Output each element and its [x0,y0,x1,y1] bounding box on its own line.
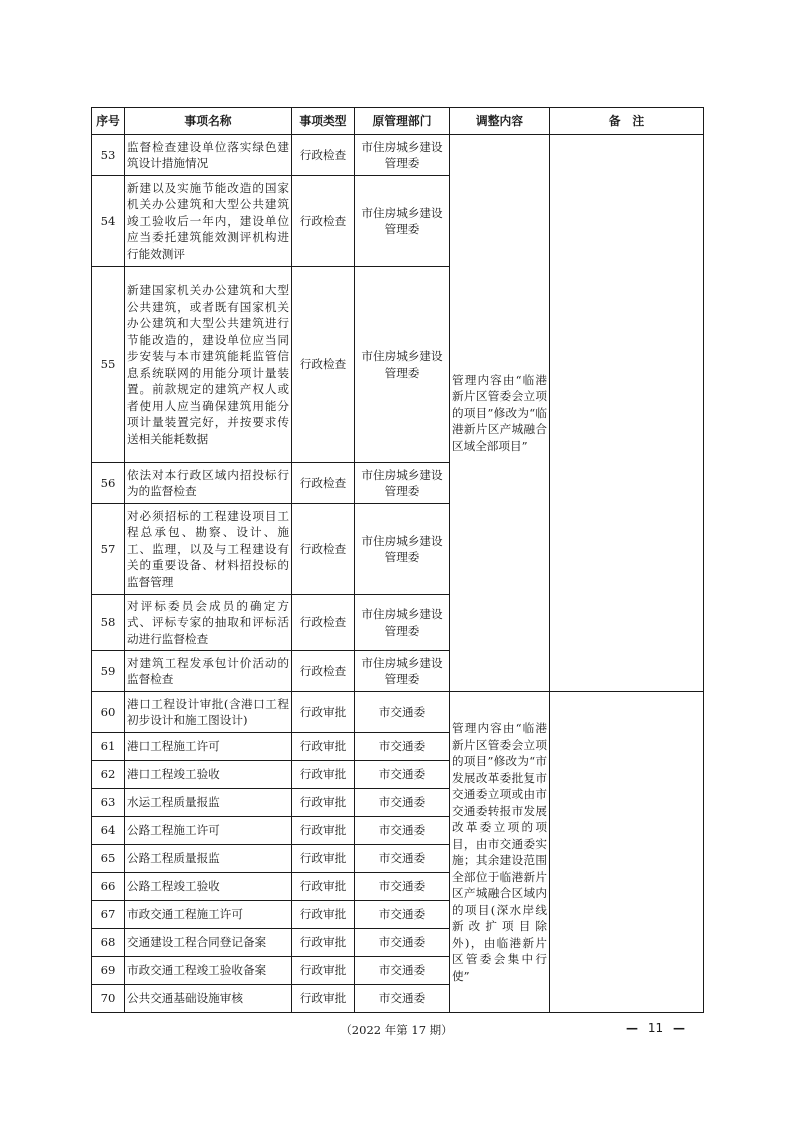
row-item-name: 公路工程竣工验收 [125,873,292,901]
row-dept: 市住房城乡建设管理委 [355,463,450,504]
row-item-name: 对必须招标的工程建设项目工程总承包、勘察、设计、施工、监理，以及与工程建设有关的重要设备、材料招投标的监督管理 [125,504,292,595]
row-dept: 市住房城乡建设管理委 [355,267,450,463]
row-index: 64 [92,817,125,845]
table-row [92,135,704,176]
row-index: 55 [92,267,125,463]
row-item-name: 对建筑工程发承包计价活动的监督检查 [125,651,292,692]
row-item-type: 行政审批 [292,985,355,1013]
remarks-cell-group-2 [550,692,704,1013]
row-item-type: 行政检查 [292,267,355,463]
table-row [92,692,704,733]
row-dept: 市交通委 [355,873,450,901]
row-item-name: 市政交通工程施工许可 [125,901,292,929]
row-dept: 市交通委 [355,789,450,817]
page-number: 11 [647,1021,664,1035]
row-dept: 市交通委 [355,901,450,929]
row-item-type: 行政审批 [292,789,355,817]
row-item-name: 对评标委员会成员的确定方式、评标专家的抽取和评标活动进行监督检查 [125,595,292,651]
row-item-name: 新建国家机关办公建筑和大型公共建筑，或者既有国家机关办公建筑和大型公共建筑进行节能改造的，建设单位应当同步安装与本市建筑能耗监管信息系统联网的用能分项计量装置。前款规定的建筑产权人或者使用人应当确保建筑用能分项计量装置完好，并按要求传送相关能耗数据 [125,267,292,463]
row-item-type: 行政审批 [292,873,355,901]
page-dash-right: — [672,1021,685,1035]
row-item-type: 行政审批 [292,761,355,789]
page-number-block [626,1021,685,1035]
row-item-type: 行政审批 [292,957,355,985]
row-item-type: 行政审批 [292,845,355,873]
row-dept: 市住房城乡建设管理委 [355,176,450,267]
row-item-type: 行政审批 [292,817,355,845]
header-item-name: 事项名称 [125,108,292,135]
adjustment-group-1: 管理内容由“临港新片区管委会立项的项目”修改为“临港新片区产城融合区域全部项目” [450,135,550,692]
row-index: 69 [92,957,125,985]
row-item-type: 行政检查 [292,651,355,692]
row-dept: 市住房城乡建设管理委 [355,651,450,692]
row-item-type: 行政检查 [292,504,355,595]
row-dept: 市住房城乡建设管理委 [355,595,450,651]
row-dept: 市交通委 [355,817,450,845]
row-dept: 市交通委 [355,929,450,957]
row-index: 65 [92,845,125,873]
row-dept: 市交通委 [355,957,450,985]
row-item-name: 公路工程施工许可 [125,817,292,845]
adjustment-group-2: 管理内容由“临港新片区管委会立项的项目”修改为“市发展改革委批复市交通委立项或由市交通委转报市发展改革委立项的项目，由市交通委实施；其余建设范围全部位于临港新片区产城融合区域内的项目(深水岸线新改扩项目除外)，由临港新片区管委会集中行使” [450,692,550,1013]
row-index: 58 [92,595,125,651]
row-item-name: 水运工程质量报监 [125,789,292,817]
row-index: 62 [92,761,125,789]
row-item-type: 行政审批 [292,929,355,957]
row-dept: 市交通委 [355,733,450,761]
row-item-type: 行政检查 [292,135,355,176]
header-remarks: 备 注 [550,108,704,135]
row-item-name: 监督检查建设单位落实绿色建筑设计措施情况 [125,135,292,176]
header-original-dept: 原管理部门 [355,108,450,135]
row-item-name: 市政交通工程竣工验收备案 [125,957,292,985]
row-item-type: 行政检查 [292,176,355,267]
row-item-name: 依法对本行政区域内招投标行为的监督检查 [125,463,292,504]
row-item-name: 交通建设工程合同登记备案 [125,929,292,957]
header-index: 序号 [92,108,125,135]
table-header-row [92,108,704,135]
row-dept: 市住房城乡建设管理委 [355,504,450,595]
row-index: 53 [92,135,125,176]
row-item-type: 行政审批 [292,692,355,733]
document-table [91,107,704,1013]
row-index: 60 [92,692,125,733]
row-index: 54 [92,176,125,267]
row-item-name: 新建以及实施节能改造的国家机关办公建筑和大型公共建筑竣工验收后一年内，建设单位应当委托建筑能效测评机构进行能效测评 [125,176,292,267]
row-index: 61 [92,733,125,761]
row-index: 56 [92,463,125,504]
row-item-type: 行政审批 [292,733,355,761]
row-index: 66 [92,873,125,901]
row-dept: 市交通委 [355,845,450,873]
row-dept: 市交通委 [355,761,450,789]
remarks-cell-group-1 [550,135,704,692]
issue-label: （2022 年第 17 期） [340,1023,453,1037]
page-dash-left: — [626,1021,638,1035]
header-item-type: 事项类型 [292,108,355,135]
row-index: 67 [92,901,125,929]
row-item-name: 港口工程设计审批(含港口工程初步设计和施工图设计) [125,692,292,733]
row-index: 59 [92,651,125,692]
header-adjustment: 调整内容 [450,108,550,135]
row-item-type: 行政审批 [292,901,355,929]
row-item-type: 行政检查 [292,463,355,504]
row-dept: 市交通委 [355,692,450,733]
row-item-type: 行政检查 [292,595,355,651]
row-item-name: 港口工程竣工验收 [125,761,292,789]
row-item-name: 公路工程质量报监 [125,845,292,873]
row-item-name: 公共交通基础设施审核 [125,985,292,1013]
row-dept: 市交通委 [355,985,450,1013]
row-item-name: 港口工程施工许可 [125,733,292,761]
row-index: 68 [92,929,125,957]
row-index: 70 [92,985,125,1013]
row-index: 63 [92,789,125,817]
row-index: 57 [92,504,125,595]
row-dept: 市住房城乡建设管理委 [355,135,450,176]
